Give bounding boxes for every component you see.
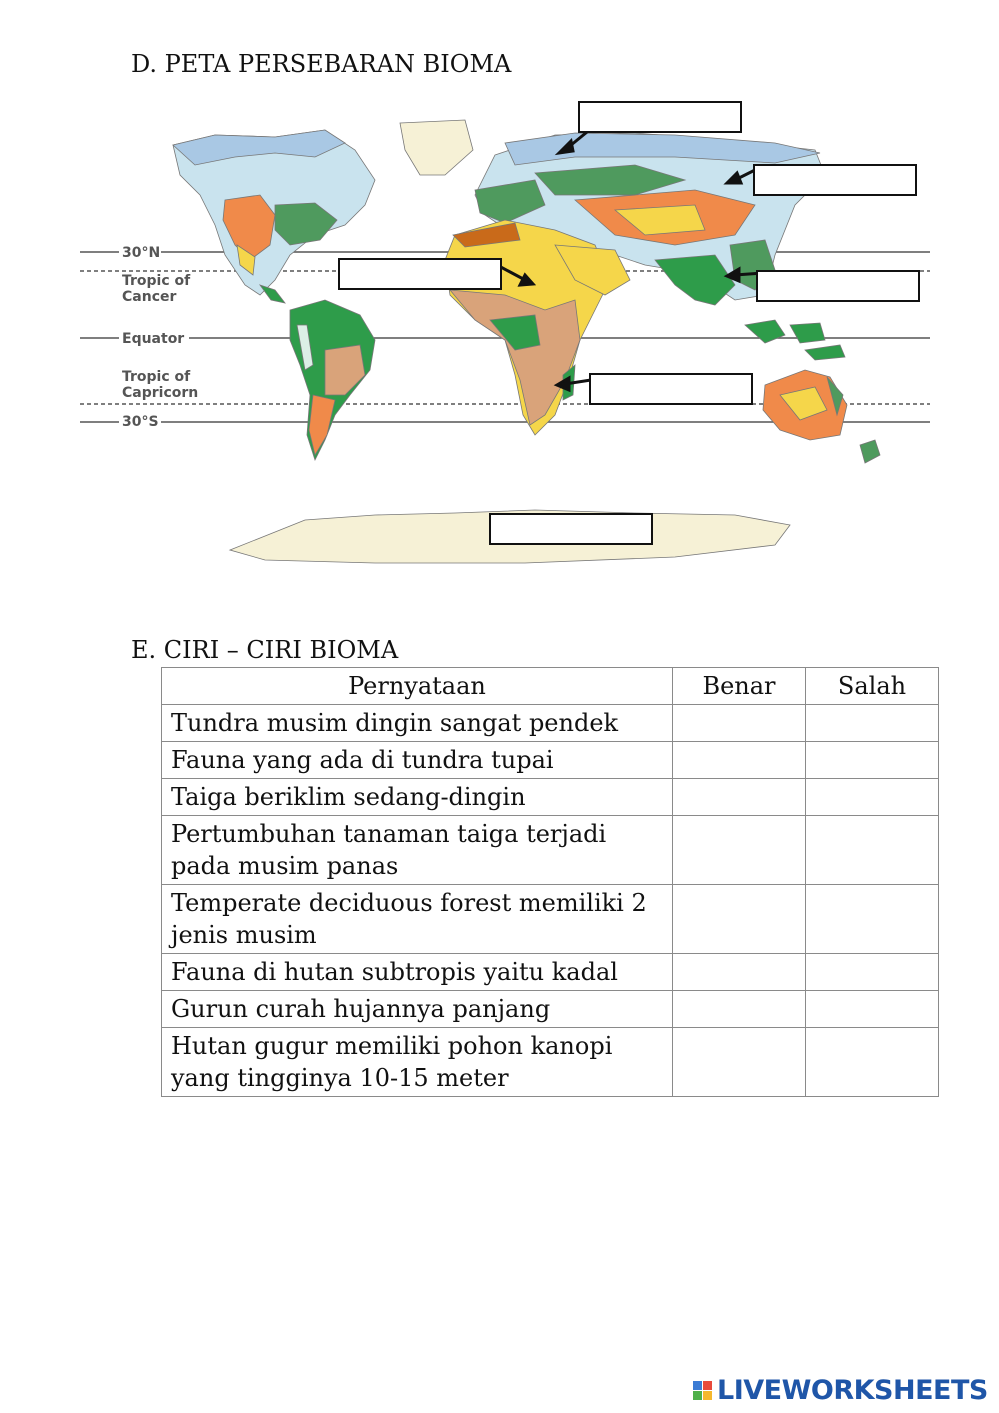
table-row bbox=[162, 742, 939, 779]
table-row bbox=[162, 954, 939, 991]
table-row bbox=[162, 1028, 939, 1097]
benar-cell[interactable] bbox=[673, 885, 806, 954]
column-header-salah: Salah bbox=[806, 668, 939, 705]
statement-cell: Hutan gugur memiliki pohon kanopi yang tingginya 10-15 meter bbox=[162, 1028, 673, 1097]
statement-cell: Gurun curah hujannya panjang bbox=[162, 991, 673, 1028]
salah-cell[interactable] bbox=[806, 885, 939, 954]
column-header-pernyataan: Pernyataan bbox=[162, 668, 673, 705]
liveworksheets-logo-text: LIVEWORKSHEETS bbox=[717, 1374, 988, 1406]
statement-cell: Taiga beriklim sedang-dingin bbox=[162, 779, 673, 816]
label-tropic-cancer-1: Tropic of bbox=[122, 273, 191, 289]
answer-box-5[interactable] bbox=[589, 373, 753, 405]
statement-cell: Fauna yang ada di tundra tupai bbox=[162, 742, 673, 779]
table-header-row bbox=[162, 668, 939, 705]
benar-cell[interactable] bbox=[673, 742, 806, 779]
biome-statement-table bbox=[161, 667, 939, 1097]
south-america bbox=[290, 300, 375, 460]
statement-cell: Tundra musim dingin sangat pendek bbox=[162, 705, 673, 742]
table-row bbox=[162, 705, 939, 742]
benar-cell[interactable] bbox=[673, 991, 806, 1028]
benar-cell[interactable] bbox=[673, 954, 806, 991]
salah-cell[interactable] bbox=[806, 1028, 939, 1097]
table-row bbox=[162, 885, 939, 954]
section-e-heading: E. CIRI – CIRI BIOMA bbox=[131, 636, 399, 664]
greenland bbox=[400, 120, 473, 175]
salah-cell[interactable] bbox=[806, 991, 939, 1028]
section-d-heading: D. PETA PERSEBARAN BIOMA bbox=[131, 50, 512, 78]
answer-box-1[interactable] bbox=[578, 101, 742, 133]
label-30s: 30°S bbox=[122, 414, 159, 430]
statement-cell: Pertumbuhan tanaman taiga terjadi pada musim panas bbox=[162, 816, 673, 885]
answer-box-2[interactable] bbox=[753, 164, 917, 196]
benar-cell[interactable] bbox=[673, 779, 806, 816]
label-tropic-cancer-2: Cancer bbox=[122, 289, 177, 305]
salah-cell[interactable] bbox=[806, 779, 939, 816]
label-tropic-capricorn-2: Capricorn bbox=[122, 385, 199, 401]
salah-cell[interactable] bbox=[806, 954, 939, 991]
liveworksheets-logo bbox=[692, 1374, 988, 1406]
table-row bbox=[162, 991, 939, 1028]
answer-box-4[interactable] bbox=[756, 270, 920, 302]
table-row bbox=[162, 779, 939, 816]
answer-box-3[interactable] bbox=[338, 258, 502, 290]
column-header-benar: Benar bbox=[673, 668, 806, 705]
label-30n: 30°N bbox=[122, 245, 161, 261]
answer-box-6[interactable] bbox=[489, 513, 653, 545]
benar-cell[interactable] bbox=[673, 1028, 806, 1097]
salah-cell[interactable] bbox=[806, 742, 939, 779]
new-zealand bbox=[860, 440, 880, 463]
salah-cell[interactable] bbox=[806, 705, 939, 742]
australia bbox=[763, 370, 847, 440]
benar-cell[interactable] bbox=[673, 705, 806, 742]
salah-cell[interactable] bbox=[806, 816, 939, 885]
statement-cell: Temperate deciduous forest memiliki 2 jenis musim bbox=[162, 885, 673, 954]
statement-cell: Fauna di hutan subtropis yaitu kadal bbox=[162, 954, 673, 991]
table-row bbox=[162, 816, 939, 885]
label-equator: Equator bbox=[122, 331, 185, 347]
label-tropic-capricorn-1: Tropic of bbox=[122, 369, 191, 385]
benar-cell[interactable] bbox=[673, 816, 806, 885]
liveworksheets-logo-icon bbox=[692, 1380, 714, 1400]
se-asia-islands bbox=[745, 320, 845, 360]
